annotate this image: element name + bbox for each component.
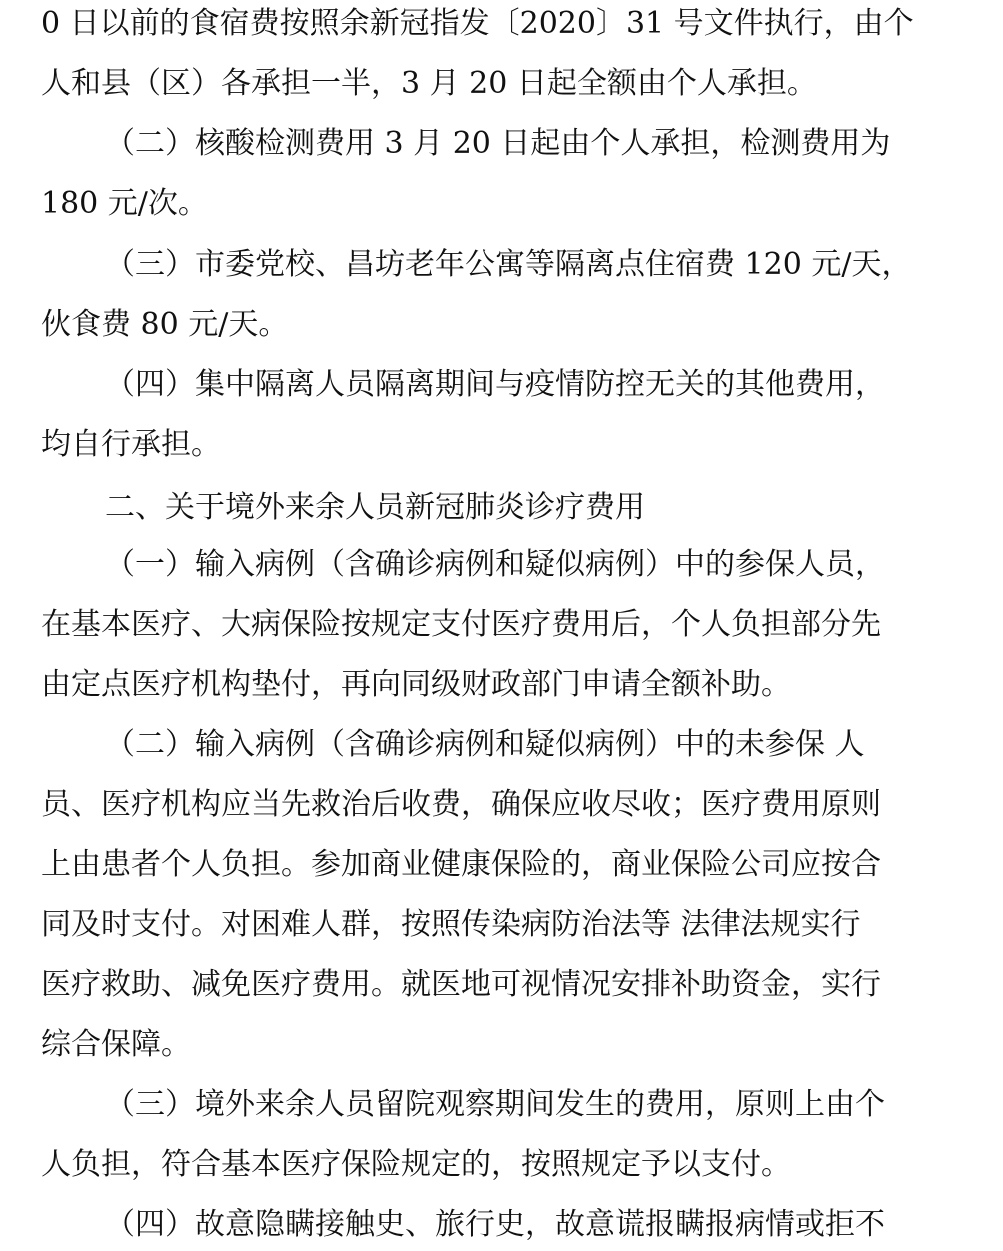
text-line: 同及时支付。对困难人群，按照传染病防治法等 法律法规实行 (41, 907, 861, 942)
text-line: （三）市委党校、昌坊老年公寓等隔离点住宿费 120 元/天， (105, 247, 912, 282)
text-line: （二）核酸检测费用 3 月 20 日起由个人承担，检测费用为 (105, 126, 891, 161)
text-line: （一）输入病例（含确诊病例和疑似病例）中的参保人员， (105, 547, 885, 582)
text-line: 在基本医疗、大病保险按规定支付医疗费用后，个人负担部分先 (41, 607, 881, 642)
text-line: （四）集中隔离人员隔离期间与疫情防控无关的其他费用， (105, 367, 885, 402)
text-line: 上由患者个人负担。参加商业健康保险的，商业保险公司应按合 (41, 847, 881, 882)
text-line: （四）故意隐瞒接触史、旅行史，故意谎报瞒报病情或拒不 (105, 1207, 885, 1242)
text-line: 伙食费 80 元/天。 (41, 307, 289, 342)
text-line: 综合保障。 (41, 1027, 191, 1062)
section-heading: 二、关于境外来余人员新冠肺炎诊疗费用 (105, 490, 645, 525)
text-line: 人和县（区）各承担一半，3 月 20 日起全额由个人承担。 (41, 66, 817, 101)
text-line: 医疗救助、减免医疗费用。就医地可视情况安排补助资金，实行 (41, 967, 881, 1002)
text-line: （二）输入病例（含确诊病例和疑似病例）中的未参保 人 (105, 727, 865, 762)
text-line: 0 日以前的食宿费按照余新冠指发〔2020〕31 号文件执行，由个 (41, 6, 914, 41)
text-line: （三）境外来余人员留院观察期间发生的费用，原则上由个 (105, 1087, 885, 1122)
text-line: 员、医疗机构应当先救治后收费，确保应收尽收；医疗费用原则 (41, 787, 881, 822)
text-line: 由定点医疗机构垫付，再向同级财政部门申请全额补助。 (41, 667, 791, 702)
text-line: 人负担，符合基本医疗保险规定的，按照规定予以支付。 (41, 1147, 791, 1182)
text-line: 均自行承担。 (41, 427, 221, 462)
text-line: 180 元/次。 (41, 186, 208, 221)
